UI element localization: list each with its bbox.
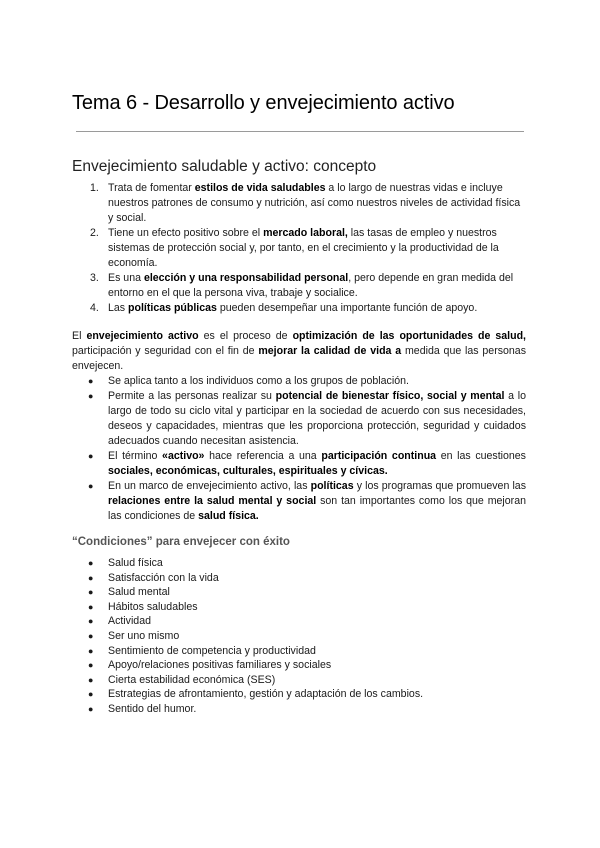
bullet-bold: salud física.: [198, 510, 259, 522]
bullet-text: Se aplica tanto a los individuos como a los grupos de población.: [108, 375, 409, 387]
condition-item: [86, 644, 526, 659]
bullet-item: [86, 389, 526, 449]
condition-text: Salud física: [108, 557, 163, 569]
bullet-bold: potencial de bienestar físico, social y mental: [275, 390, 505, 402]
condition-text: Satisfacción con la vida: [108, 571, 219, 584]
condition-text: Sentido del humor.: [108, 702, 197, 715]
section-heading: Envejecimiento saludable y activo: concepto: [72, 158, 377, 175]
title-divider: [76, 131, 524, 132]
paragraph-text: es el proceso de: [198, 330, 293, 342]
page-title: Tema 6 - Desarrollo y envejecimiento activo: [72, 92, 455, 114]
paragraph-bold: mejorar la calidad de vida a: [258, 345, 402, 357]
bullet-text: en las cuestiones: [436, 450, 526, 462]
item-bold: políticas públicas: [128, 302, 217, 314]
bullet-icon: ●: [88, 645, 94, 656]
bullet-icon: ●: [88, 601, 94, 612]
bullet-text: hace referencia a una: [204, 450, 322, 462]
item-number: 3.: [90, 272, 99, 284]
condition-item: [86, 614, 526, 629]
condition-text: Hábitos saludables: [108, 600, 198, 613]
bullet-list: [86, 374, 526, 524]
bullet-text: El término: [108, 450, 163, 462]
condition-text: Estrategias de afrontamiento, gestión y adaptación de los cambios.: [108, 688, 424, 701]
conditions-list: [86, 556, 526, 717]
condition-item: [86, 658, 526, 673]
item-text: , pero depende en gran medida del entorno en el que la persona viva, trabaje y socialice.: [108, 272, 514, 299]
item-bold: elección y una responsabilidad personal: [143, 272, 349, 284]
bullet-text: Permite a las personas realizar su: [108, 390, 276, 402]
bullet-icon: ●: [88, 630, 94, 641]
item-bold: estilos de vida saludables: [194, 182, 326, 194]
paragraph-text: El: [72, 330, 87, 342]
paragraph-text: medida que las personas envejecen.: [72, 345, 526, 372]
item-number: 1.: [90, 182, 99, 194]
item-text: pueden desempeñar una importante función de apoyo.: [216, 302, 478, 314]
numbered-item: [86, 271, 526, 301]
bullet-item: [86, 479, 526, 524]
condition-text: Apoyo/relaciones positivas familiares y sociales: [108, 659, 332, 672]
condition-item: [86, 673, 526, 688]
bullet-icon: ●: [88, 689, 94, 700]
numbered-item: [86, 181, 526, 226]
bullet-text: son tan importantes como los que mejoran las condiciones de: [108, 495, 526, 522]
bullet-text: y los programas que promueven las: [353, 480, 526, 492]
item-text: Es una: [108, 272, 144, 284]
bullet-item: [86, 374, 526, 389]
bullet-icon: ●: [88, 451, 94, 461]
item-bold: mercado laboral,: [263, 227, 348, 239]
bullet-text: a lo largo de todo su ciclo vital y participar en la sociedad de acuerdo con sus necesidades, deseos y capacidades, mientras que les proporciona protección, seguridad y cuidados adecuados cuando necesitan asistencia.: [108, 390, 526, 447]
numbered-item: [86, 226, 526, 271]
bullet-icon: ●: [88, 481, 94, 491]
condition-item: [86, 556, 526, 571]
item-text: Trata de fomentar: [108, 182, 195, 194]
bullet-bold: relaciones entre la salud mental y social: [108, 495, 317, 507]
item-text: a lo largo de nuestras vidas e incluye nuestros patrones de consumo y nutrición, así como nuestros niveles de actividad física y social.: [108, 182, 521, 224]
condition-text: Salud mental: [108, 586, 170, 599]
bullet-icon: ●: [88, 558, 94, 568]
bullet-icon: ●: [88, 616, 94, 627]
bullet-item: [86, 449, 526, 479]
numbered-item: [86, 301, 526, 316]
item-number: 4.: [90, 302, 99, 314]
bullet-icon: ●: [88, 572, 94, 583]
item-text: Tiene un efecto positivo sobre el: [108, 227, 264, 239]
bullet-icon: ●: [88, 703, 94, 714]
bullet-text: En un marco de envejecimiento activo, las: [108, 480, 311, 492]
paragraph-bold: envejecimiento activo: [86, 330, 199, 342]
condition-text: Cierta estabilidad económica (SES): [108, 673, 276, 686]
bullet-icon: ●: [88, 376, 94, 386]
bullet-bold: políticas: [310, 480, 354, 492]
condition-item: [86, 629, 526, 644]
condition-item: [86, 585, 526, 600]
bullet-icon: ●: [88, 660, 94, 671]
bullet-bold: «activo»: [162, 450, 205, 462]
condition-item: [86, 571, 526, 586]
condition-text: Sentimiento de competencia y productividad: [108, 644, 316, 657]
bullet-icon: ●: [88, 674, 94, 685]
paragraph-text: participación y seguridad con el fin de: [72, 345, 259, 357]
item-number: 2.: [90, 227, 99, 239]
definition-paragraph: [72, 329, 526, 374]
condition-item: [86, 702, 526, 717]
item-text: Las: [108, 302, 129, 314]
bullet-bold: participación continua: [321, 450, 437, 462]
condition-text: Ser uno mismo: [108, 629, 180, 642]
condition-item: [86, 600, 526, 615]
paragraph-bold: optimización de las oportunidades de salud,: [292, 330, 526, 342]
conditions-heading: “Condiciones” para envejecer con éxito: [72, 536, 290, 548]
item-text: las tasas de empleo y nuestros sistemas de protección social y, por tanto, en el crecimiento y la productividad de la economía.: [108, 227, 499, 269]
numbered-list: [86, 181, 526, 316]
bullet-bold: sociales, económicas, culturales, espirituales y cívicas.: [108, 465, 388, 477]
condition-item: [86, 687, 526, 702]
condition-text: Actividad: [108, 615, 151, 628]
bullet-icon: ●: [88, 587, 94, 598]
bullet-icon: ●: [88, 391, 94, 401]
